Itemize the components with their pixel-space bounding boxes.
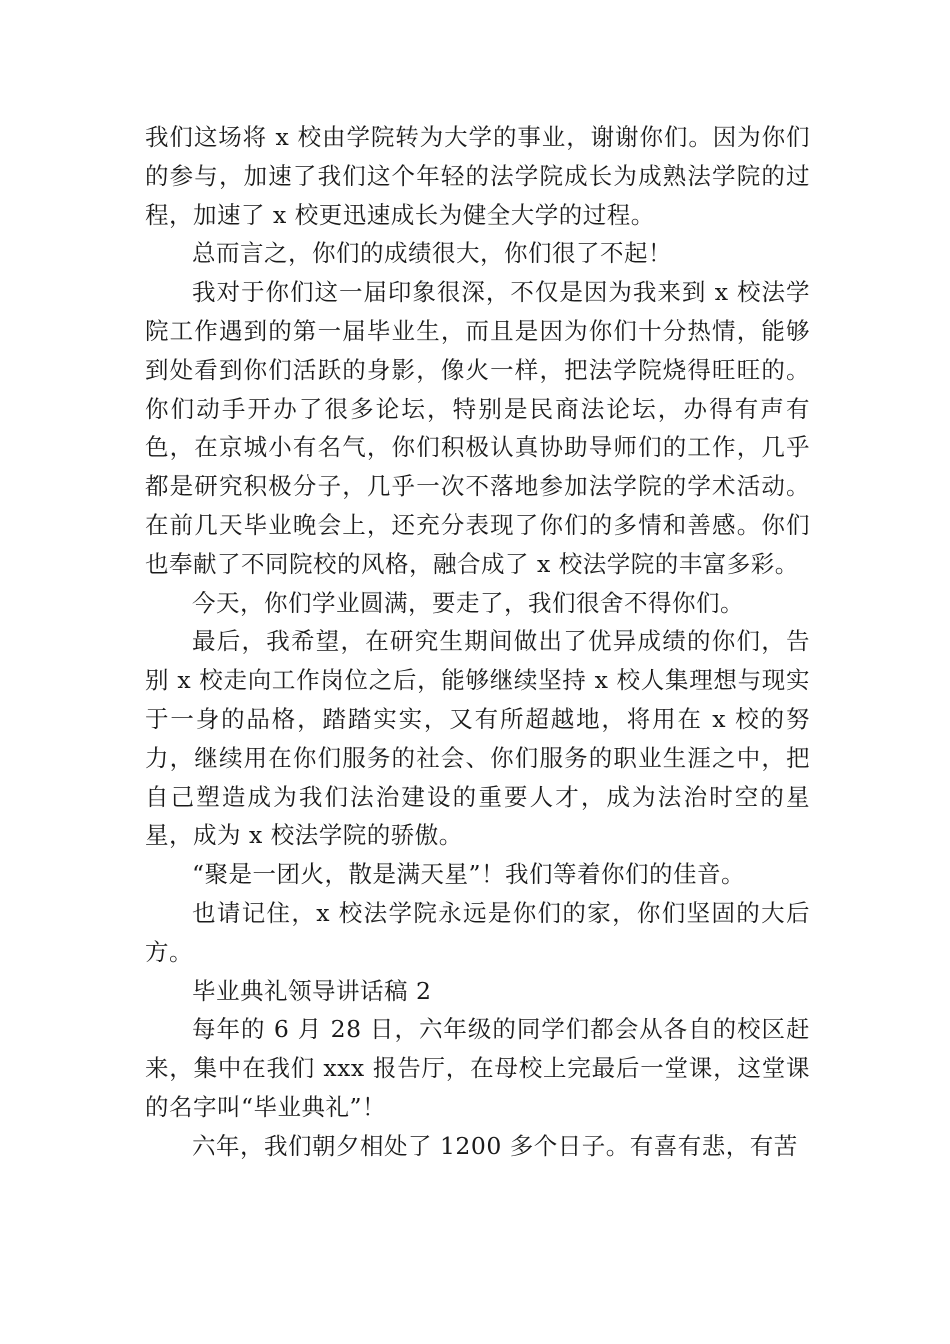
paragraph: 最后，我希望，在研究生期间做出了优异成绩的你们，告别 x 校走向工作岗位之后，能够继续坚持 x 校人集理想与现实于一身的品格，踏踏实实，又有所超越地，将用在 x 校的努力，继续用在你们服务的社会、你们服务的职业生涯之中，把自己塑造成为我们法治建设的重要人才，成为法治时空的星星，成为 x 校法学院的骄傲。 <box>145 627 810 850</box>
paragraph: 每年的 6 月 28 日，六年级的同学们都会从各自的校区赶来，集中在我们 xxx 报告厅，在母校上完最后一堂课，这堂课的名字叫“毕业典礼”！ <box>145 1015 810 1121</box>
paragraph: 六年，我们朝夕相处了 1200 多个日子。有喜有悲，有苦 <box>192 1131 798 1160</box>
paragraph: 也请记住，x 校法学院永远是你们的家，你们坚固的大后方。 <box>145 898 810 966</box>
paragraph: 今天，你们学业圆满，要走了，我们很舍不得你们。 <box>192 588 744 617</box>
paragraph: 我对于你们这一届印象很深，不仅是因为我来到 x 校法学院工作遇到的第一届毕业生，而且是因为你们十分热情，能够到处看到你们活跃的身影，像火一样，把法学院烧得旺旺的。你们动手开办了很多论坛，特别是民商法论坛，办得有声有色，在京城小有名气，你们积极认真协助导师们的工作，几乎都是研究积极分子，几乎一次不落地参加法学院的学术活动。在前几天毕业晚会上，还充分表现了你们的多情和善感。你们也奉献了不同院校的风格，融合成了 x 校法学院的丰富多彩。 <box>145 278 810 578</box>
section-heading: 毕业典礼领导讲话稿 2 <box>192 976 432 1005</box>
paragraph: 我们这场将 x 校由学院转为大学的事业，谢谢你们。因为你们的参与，加速了我们这个年轻的法学院成长为成熟法学院的过程，加速了 x 校更迅速成长为健全大学的过程。 <box>145 123 810 229</box>
paragraph: 总而言之，你们的成绩很大，你们很了不起！ <box>192 239 672 268</box>
document-page <box>145 118 810 1166</box>
paragraph: “聚是一团火，散是满天星”！我们等着你们的佳音。 <box>192 860 746 889</box>
